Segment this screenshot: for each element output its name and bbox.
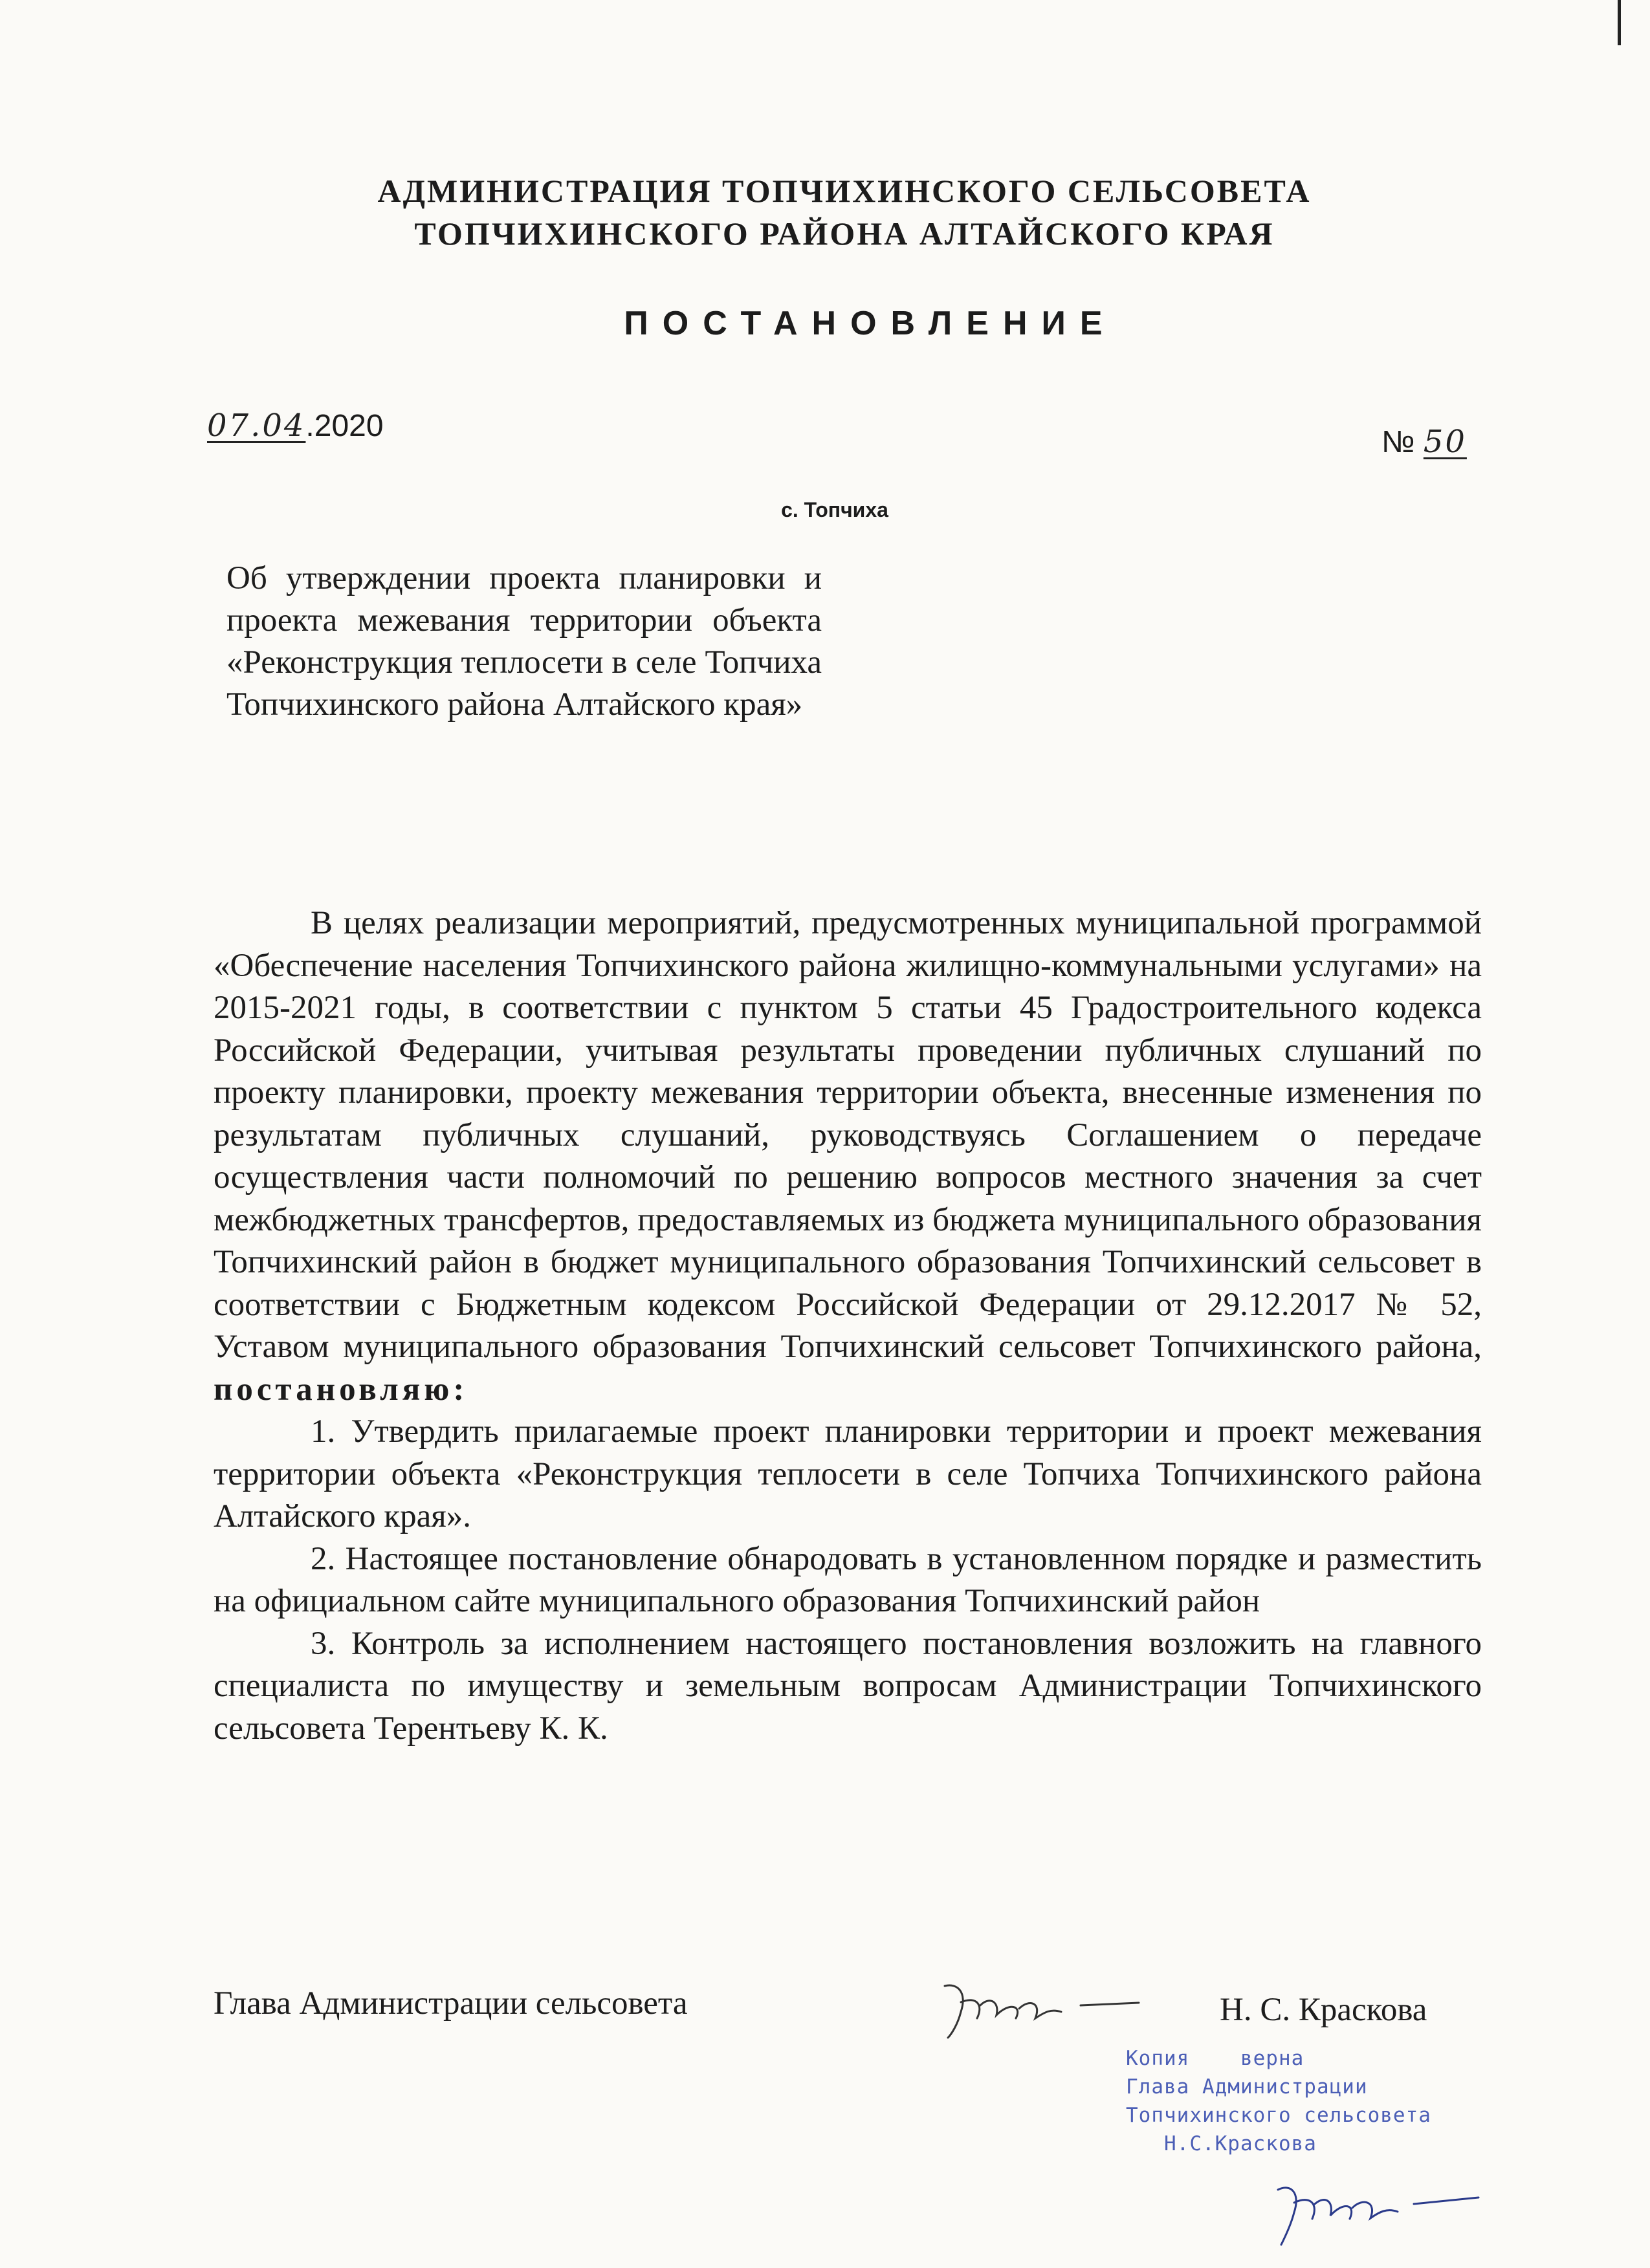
- resolve-word: постановляю:: [214, 1371, 468, 1408]
- handwritten-signature-icon: [1268, 2164, 1482, 2248]
- resolution-item-1: 1. Утвердить прилагаемые проект планировки территории и проект межевания территории объекта «Реконструкция теплосети в селе Топчиха Топчихинского района Алтайского края».: [214, 1413, 1482, 1534]
- document-type-title: ПОСТАНОВЛЕНИЕ: [624, 305, 1117, 342]
- scan-edge-mark: [1618, 0, 1621, 45]
- place-of-issue: с. Топчиха: [781, 498, 888, 521]
- preamble-paragraph: [214, 902, 1482, 1411]
- document-subject: Об утверждении проекта планировки и проекта межевания территории объекта «Реконструкция теплосети в селе Топчиха Топчихинского района Алтайского края»: [226, 560, 822, 723]
- signatory-name: Н. С. Краскова: [1220, 1992, 1427, 2028]
- org-line-2: ТОПЧИХИНСКОГО РАЙОНА АЛТАЙСКОГО КРАЯ: [414, 215, 1275, 252]
- date-year: .2020: [305, 409, 384, 443]
- document-date: [207, 408, 384, 444]
- preamble-text: В целях реализации мероприятий, предусмотренных муниципальной программой «Обеспечение населения Топчихинского района жилищно-коммунальными услугами» на 2015-2021 годы, в соответствии с пунктом 5 статьи 45 Градостроительного кодекса Российской Федерации, учитывая результаты проведении публичных слушаний по проекту планировки, проекту межевания территории объекта, внесенные изменения по результатам публичных слушаний, руководствуясь Соглашением о передаче осуществления части полномочий по решению вопросов местного значения за счет межбюджетных трансфертов, предоставляемых из бюджета муниципального образования Топчихинский район в бюджет муниципального образования Топчихинский сельсовет в соответствии с Бюджетным кодексом Российской Федерации от 29.12.2017 № 52, Уставом муниципального образования Топчихинский сельсовет Топчихинского района,: [214, 905, 1482, 1365]
- stamp-line-3: Топчихинского сельсовета: [1126, 2104, 1431, 2127]
- stamp-line-2: Глава Администрации: [1126, 2075, 1368, 2099]
- number-prefix: №: [1381, 425, 1415, 459]
- resolution-item-3: 3. Контроль за исполнением настоящего постановления возложить на главного специалиста по имуществу и земельным вопросам Администрации Топчихинского сельсовета Терентьеву К. К.: [214, 1625, 1482, 1747]
- resolution-item-2: 2. Настоящее постановление обнародовать в установленном порядке и разместить на официальном сайте муниципального образования Топчихинский район: [214, 1540, 1482, 1619]
- signatory-position: Глава Администрации сельсовета: [214, 1985, 688, 2022]
- org-line-1: АДМИНИСТРАЦИЯ ТОПЧИХИНСКОГО СЕЛЬСОВЕТА: [377, 173, 1312, 209]
- date-handwritten: 07.04: [207, 408, 306, 444]
- document-number: [1381, 424, 1467, 460]
- handwritten-signature-icon: [932, 1967, 1145, 2044]
- organization-header: [0, 169, 1650, 255]
- stamp-line-1: Копия верна: [1126, 2047, 1304, 2070]
- number-handwritten: 50: [1423, 424, 1467, 460]
- document-body: [214, 902, 1482, 1750]
- stamp-line-4: Н.С.Краскова: [1126, 2132, 1317, 2155]
- copy-verified-stamp: [1126, 2044, 1431, 2158]
